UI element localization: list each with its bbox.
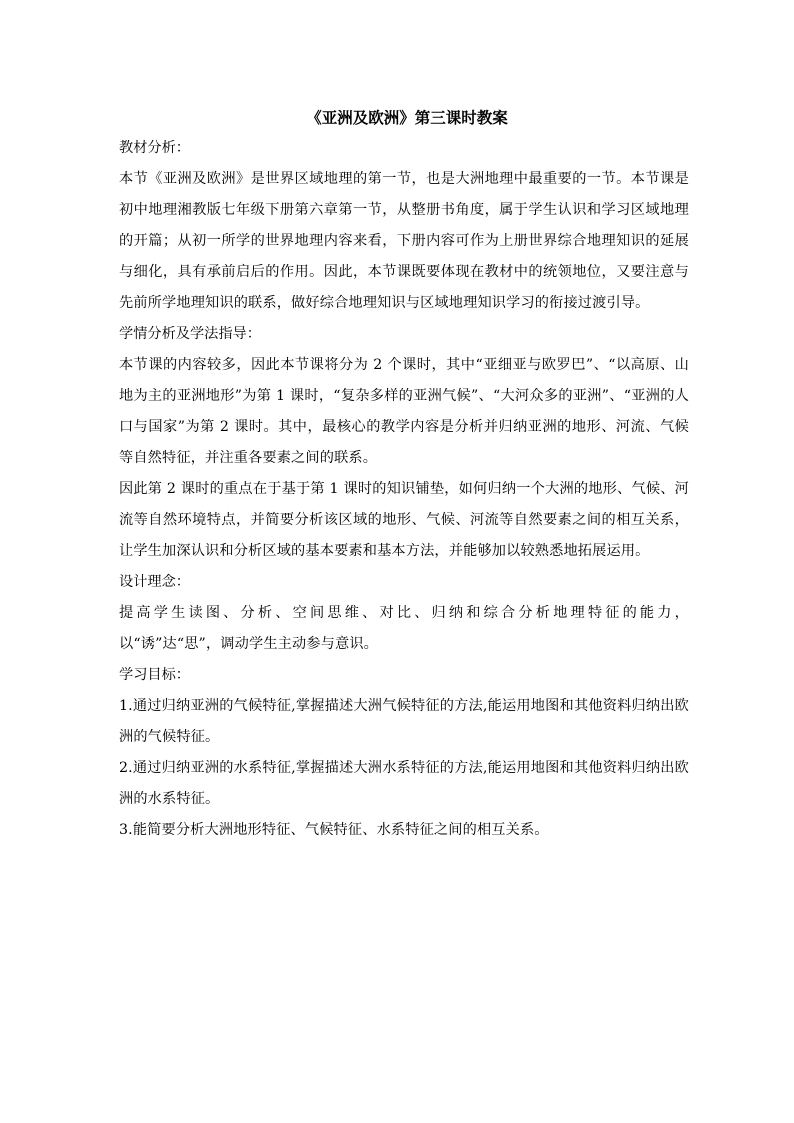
document-title: 《亚洲及欧洲》第三课时教案	[306, 108, 508, 127]
section-heading-textbook-analysis: 教材分析：	[119, 140, 190, 156]
section-heading-learning-objectives: 学习目标：	[119, 667, 190, 683]
document-page	[119, 103, 689, 846]
section-heading-design-concept: 设计理念：	[119, 574, 190, 590]
paragraph-design-concept: 提高学生读图、分析、空间思维、对比、归纳和综合分析地理特征的能力，以“诱”达“思”，调动学生主动参与意识。	[119, 605, 689, 652]
section-heading-learning-analysis: 学情分析及学法指导：	[119, 326, 261, 342]
objective-item-3: 3.能简要分析大洲地形特征、气候特征、水系特征之间的相互关系。	[119, 822, 549, 838]
objective-item-2: 2.通过归纳亚洲的水系特征,掌握描述大洲水系特征的方法,能运用地图和其他资料归纳出欧洲的水系特征。	[119, 760, 689, 807]
paragraph-learning-analysis-1: 本节课的内容较多，因此本节课将分为 2 个课时，其中“亚细亚与欧罗巴”、“以高原、山地为主的亚洲地形”为第 1 课时，“复杂多样的亚洲气候”、“大河众多的亚洲”、“亚洲的人口与国家”为第 2 课时。其中，最核心的教学内容是分析并归纳亚洲的地形、河流、气候等自然特征，并注重各要素之间的联系。	[119, 357, 689, 466]
objective-item-1: 1.通过归纳亚洲的气候特征,掌握描述大洲气候特征的方法,能运用地图和其他资料归纳出欧洲的气候特征。	[119, 698, 689, 745]
paragraph-learning-analysis-2: 因此第 2 课时的重点在于基于第 1 课时的知识铺垫，如何归纳一个大洲的地形、气候、河流等自然环境特点，并简要分析该区域的地形、气候、河流等自然要素之间的相互关系，让学生加深认识和分析区域的基本要素和基本方法，并能够加以较熟悉地拓展运用。	[119, 481, 689, 559]
paragraph-textbook-analysis: 本节《亚洲及欧洲》是世界区域地理的第一节，也是大洲地理中最重要的一节。本节课是初中地理湘教版七年级下册第六章第一节，从整册书角度，属于学生认识和学习区域地理的开篇；从初一所学的世界地理内容来看，下册内容可作为上册世界综合地理知识的延展与细化，具有承前启后的作用。因此，本节课既要体现在教材中的统领地位，又要注意与先前所学地理知识的联系，做好综合地理知识与区域地理知识学习的衔接过渡引导。	[119, 171, 689, 311]
